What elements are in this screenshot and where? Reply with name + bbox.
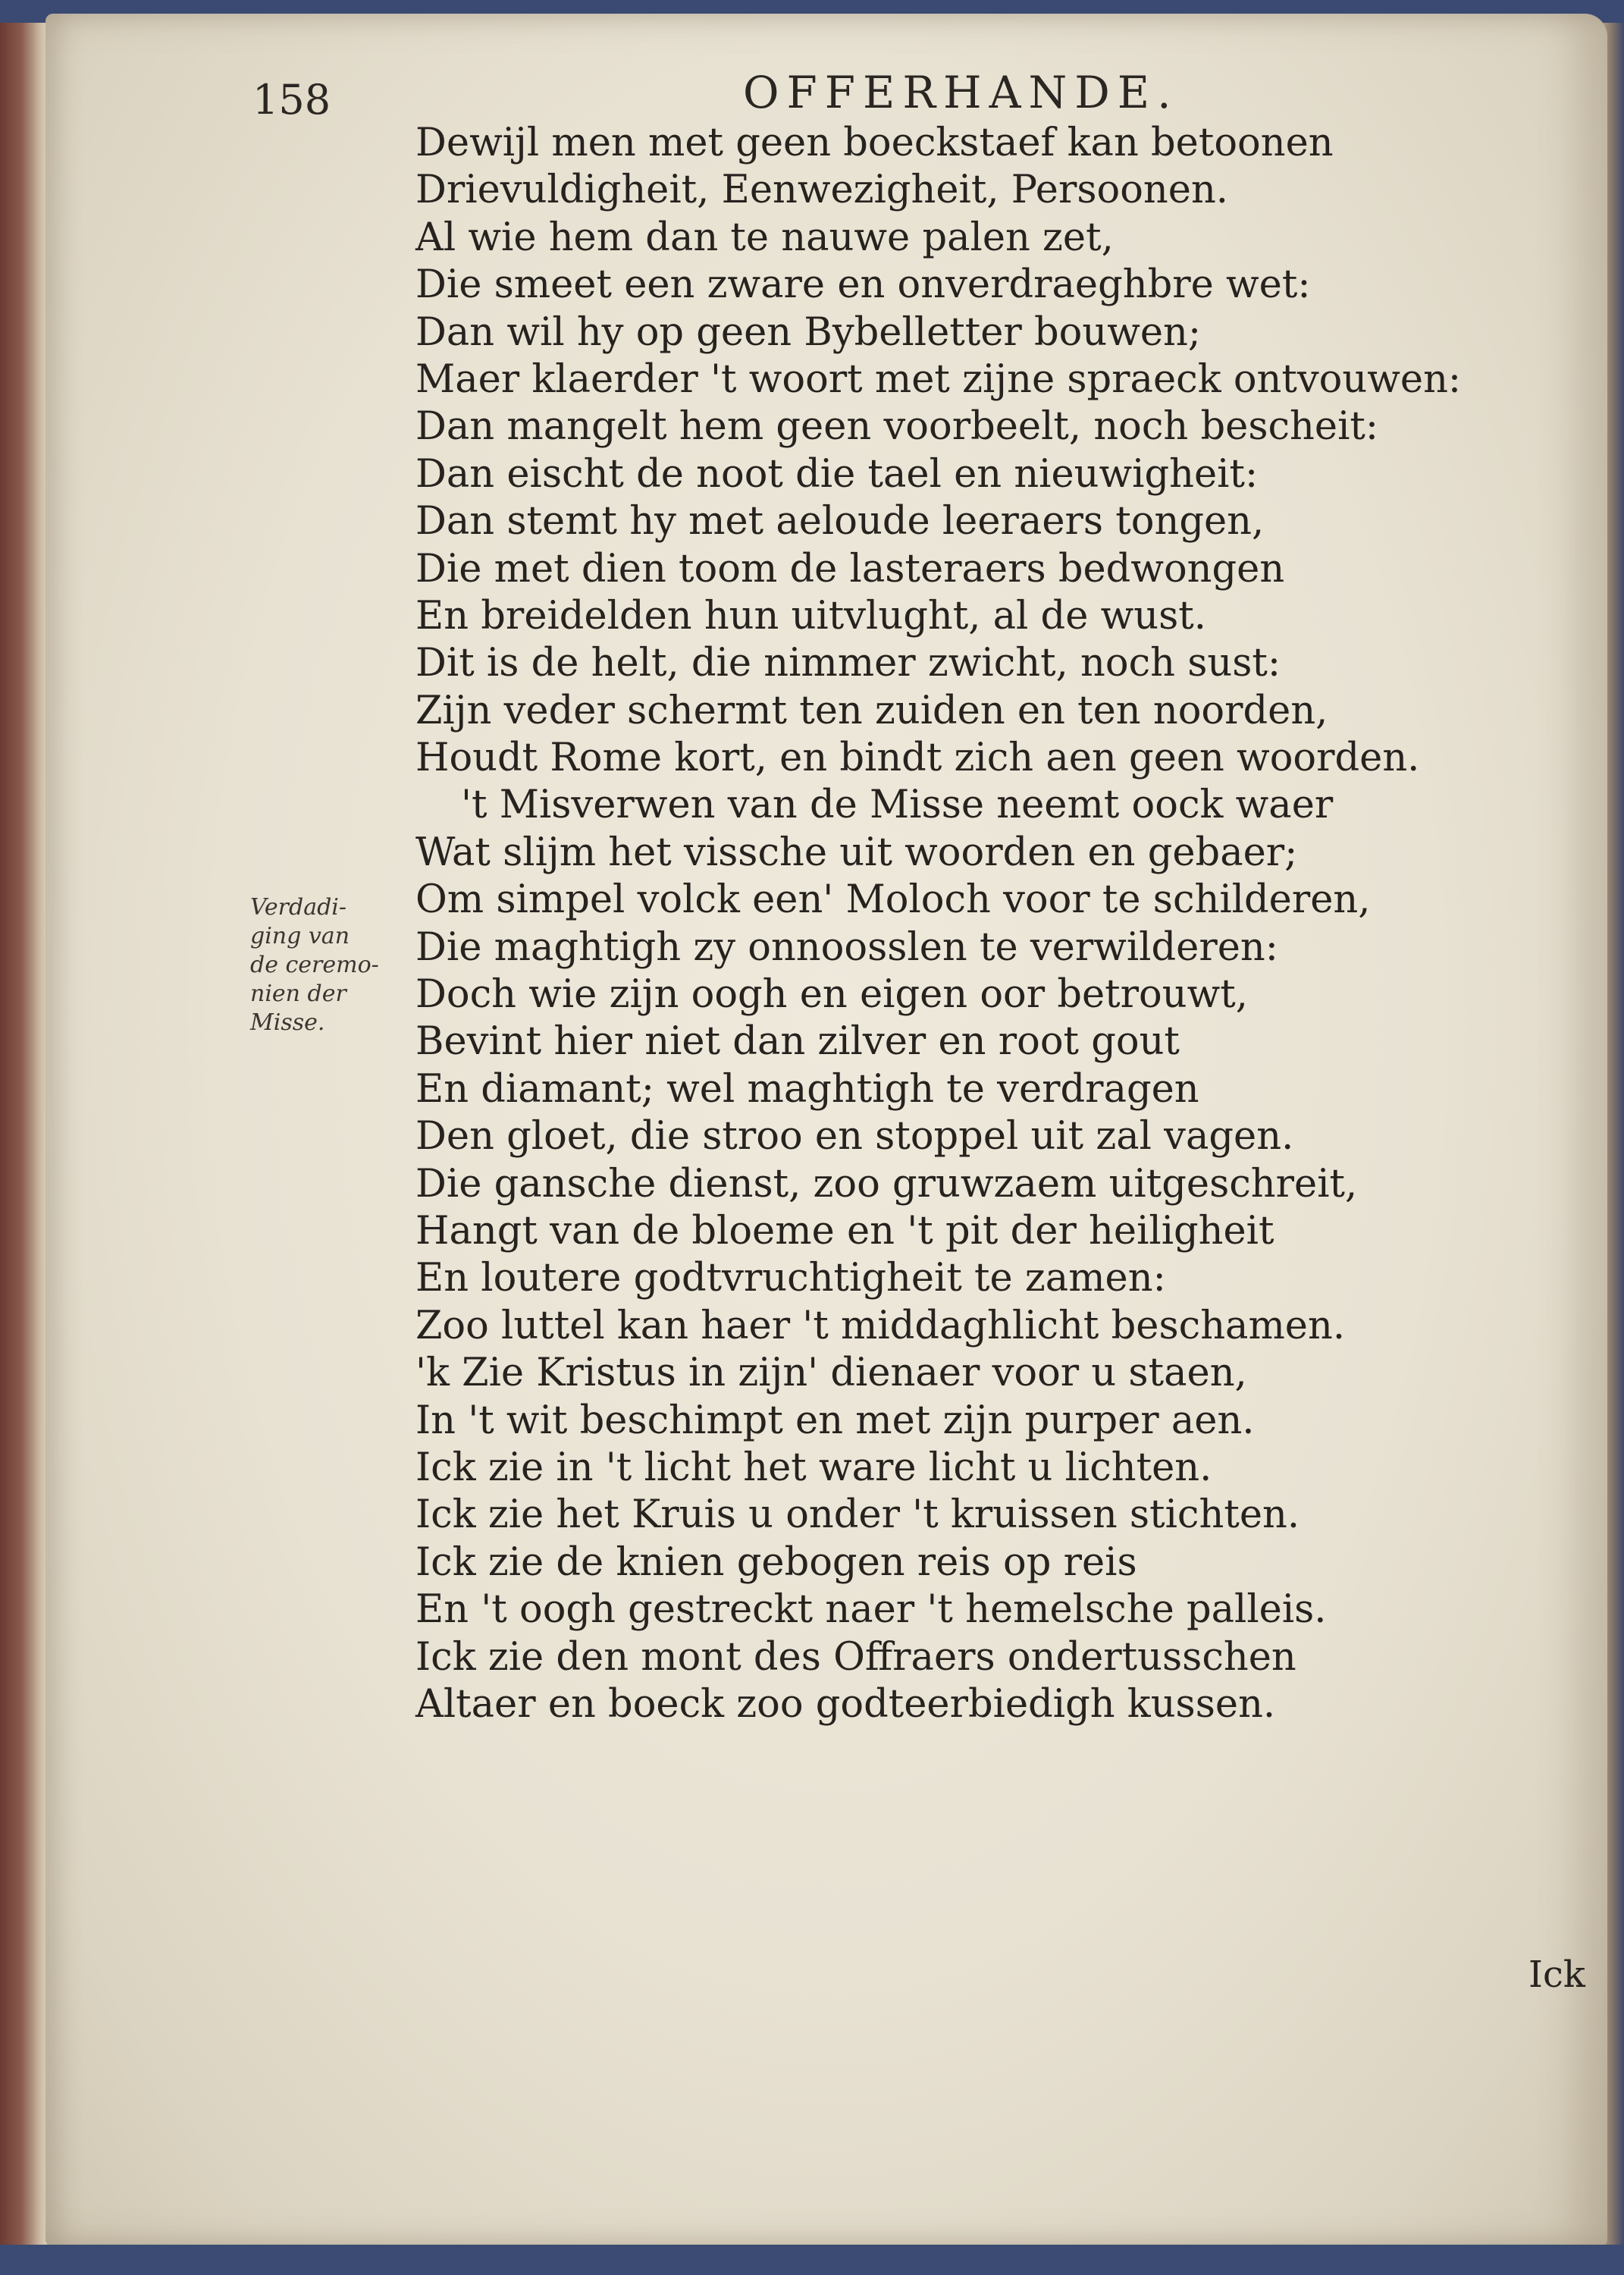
verse-line: In 't wit beschimpt en met zijn purper aen. (415, 1398, 1255, 1443)
verse-line: Altaer en boeck zoo godteerbiedigh kussen. (415, 1681, 1276, 1727)
verse-line: Die met dien toom de lasteraers bedwongen (415, 546, 1285, 592)
verse-line: Zoo luttel kan haer 't middaghlicht beschamen. (415, 1303, 1346, 1348)
verse-line: 'k Zie Kristus in zijn' dienaer voor u staen, (415, 1351, 1247, 1396)
verse-line: Om simpel volck een' Moloch voor te schilderen, (415, 877, 1371, 923)
margin-note-line: ging van (250, 923, 350, 949)
margin-note-line: de ceremo- (250, 952, 379, 978)
page-number: 158 (252, 76, 331, 124)
running-head: OFFERHANDE. (743, 67, 1179, 118)
verse-line: Bevint hier niet dan zilver en root gout (415, 1019, 1180, 1065)
verse-block (415, 120, 1553, 1728)
verse-line: Dewijl men met geen boeckstaef kan betoonen (415, 121, 1334, 165)
catchword: Ick (1528, 1953, 1585, 1996)
margin-note (250, 893, 387, 1037)
verse-line: Dan mangelt hem geen voorbeelt, noch bescheit: (415, 404, 1379, 450)
margin-note-line: Misse. (250, 1009, 325, 1036)
verse-line: Die gansche dienst, zoo gruwzaem uitgeschreit, (415, 1161, 1358, 1207)
verse-line: Ick zie het Kruis u onder 't kruissen stichten. (415, 1492, 1300, 1538)
verse-line: Ick zie den mont des Offraers ondertusschen (415, 1634, 1296, 1680)
verse-line: Doch wie zijn oogh en eigen oor betrouwt, (415, 972, 1248, 1018)
verse-line: Dan eischt de noot die tael en nieuwigheit: (415, 451, 1259, 497)
verse-line: En breidelden hun uitvlught, al de wust. (415, 593, 1206, 639)
verse-line: Ick zie in 't licht het ware licht u lichten. (415, 1445, 1212, 1490)
verse-line: Die maghtigh zy onnoosslen te verwilderen: (415, 924, 1278, 970)
margin-note-line: nien der (250, 981, 346, 1007)
verse-line: Houdt Rome kort, en bindt zich aen geen woorden. (415, 736, 1420, 781)
table-surface (0, 2245, 1624, 2275)
verse-line: En 't oogh gestreckt naer 't hemelsche palleis. (415, 1587, 1327, 1633)
verse-line: Al wie hem dan te nauwe palen zet, (415, 215, 1114, 260)
verse-line: En loutere godtvruchtigheit te zamen: (415, 1256, 1166, 1301)
show-through-ink (455, 46, 472, 93)
verse-line: Die smeet een zware en onverdraeghbre wet: (415, 262, 1311, 308)
verse-line: Dit is de helt, die nimmer zwicht, noch sust: (415, 641, 1281, 686)
verse-line: Ick zie de knien gebogen reis op reis (415, 1539, 1137, 1585)
verse-line: Wat slijm het vissche uit woorden en gebaer; (415, 830, 1298, 875)
verse-line: Dan wil hy op geen Bybelletter bouwen; (415, 309, 1202, 355)
margin-note-line: Verdadi- (250, 894, 347, 921)
verse-line: Zijn veder schermt ten zuiden en ten noorden, (415, 688, 1328, 733)
verse-line: 't Misverwen van de Misse neemt oock waer (461, 783, 1334, 828)
verse-line: Hangt van de bloeme en 't pit der heiligheit (415, 1208, 1274, 1254)
verse-line: Drievuldigheit, Eenwezigheit, Persoonen. (415, 168, 1229, 213)
verse-line: Maer klaerder 't woort met zijne spraeck ontvouwen: (415, 356, 1462, 402)
verse-line: En diamant; wel maghtigh te verdragen (415, 1066, 1199, 1112)
verse-line: Dan stemt hy met aeloude leeraers tongen, (415, 499, 1265, 544)
verse-line: Den gloet, die stroo en stoppel uit zal vagen. (415, 1114, 1294, 1159)
